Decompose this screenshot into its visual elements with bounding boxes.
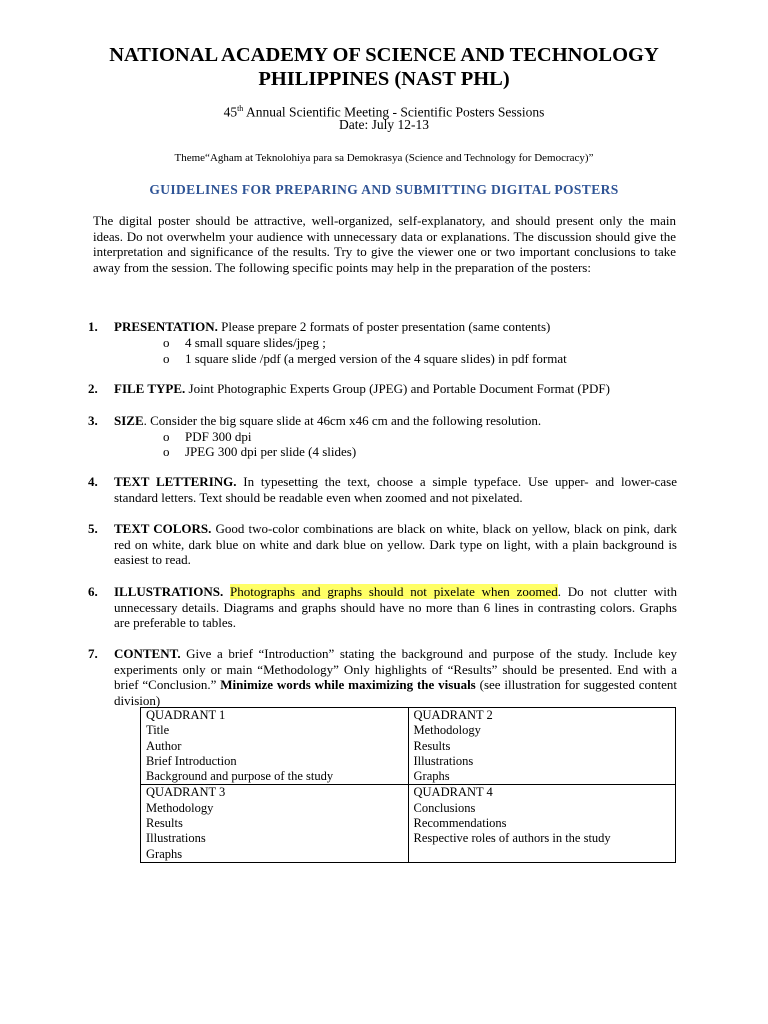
table-row	[141, 708, 676, 785]
guideline-item-1: 1. PRESENTATION. Please prepare 2 formats of poster presentation (same contents)	[88, 319, 551, 334]
meeting-line: 45th Annual Scientific Meeting - Scientific Posters Sessions	[223, 104, 545, 120]
sub-bullet: o 1 square slide /pdf (a merged version of the 4 square slides) in pdf format	[163, 351, 567, 366]
document-title	[60, 43, 708, 91]
sub-bullet: o JPEG 300 dpi per slide (4 slides)	[163, 444, 357, 459]
quadrant-title: QUADRANT 3	[146, 785, 226, 800]
title-line-1: NATIONAL ACADEMY OF SCIENCE AND TECHNOLOGY	[109, 44, 659, 66]
quadrant-cell-1: QUADRANT 1 Title Author Brief Introduction Background and purpose of the study	[141, 708, 409, 785]
meeting-date: Date: July 12-13	[339, 117, 429, 132]
table-row	[141, 785, 676, 862]
guidelines-heading: GUIDELINES FOR PREPARING AND SUBMITTING DIGITAL POSTERS	[149, 182, 619, 197]
highlighted-text: Photographs and graphs should not pixelate when zoomed	[230, 584, 558, 599]
guideline-item-7: 7. CONTENT. Give a brief “Introduction” stating the background and purpose of the study. Include key experiments only or main “Methodology” Only highlights of “Results” should be presented. End with a brief “Conclusion.” Minimize words while maximizing the visuals (see illustration for suggested content division)	[88, 646, 677, 708]
title-line-2: PHILIPPINES (NAST PHL)	[258, 68, 510, 90]
bullet-o-icon: o	[163, 429, 170, 444]
sub-bullet: o PDF 300 dpi	[163, 429, 252, 444]
sub-bullet: o 4 small square slides/jpeg ;	[163, 335, 326, 350]
quadrant-title: QUADRANT 4	[413, 785, 493, 800]
bullet-o-icon: o	[163, 335, 170, 350]
quadrant-cell-4: QUADRANT 4 Conclusions Recommendations Respective roles of authors in the study	[408, 785, 676, 862]
quadrant-table	[140, 707, 676, 863]
bullet-o-icon: o	[163, 444, 170, 459]
guideline-item-5: 5. TEXT COLORS. Good two-color combinations are black on white, black on yellow, black on pink, dark red on white, dark blue on white and dark blue on yellow. Dark type on light, with a plain background is easiest to read.	[88, 521, 677, 568]
quadrant-cell-2: QUADRANT 2 Methodology Results Illustrations Graphs	[408, 708, 676, 785]
theme-line: Theme“Agham at Teknolohiya para sa Demokrasya (Science and Technology for Democracy)”	[174, 152, 594, 164]
intro-paragraph: The digital poster should be attractive, well-organized, self-explanatory, and should present only the main ideas. Do not overwhelm your audience with unnecessary data or explanations. The discussion should give the interpretation and significance of the results. Try to give the viewer one or two important conclusions to take away from the session. The following specific points may help in the preparation of the posters:	[93, 213, 676, 275]
bullet-o-icon: o	[163, 351, 170, 366]
guideline-item-4: 4. TEXT LETTERING. In typesetting the text, choose a simple typeface. Use upper- and lower-case standard letters. Text should be readable even when zoomed and not pixelated.	[88, 474, 678, 505]
quadrant-title: QUADRANT 1	[146, 708, 226, 722]
guideline-item-6: 6. ILLUSTRATIONS. Photographs and graphs should not pixelate when zoomed. Do not clutter with unnecessary details. Diagrams and graphs should have no more than 6 lines in contrasting colors. Graphs are preferable to tables.	[88, 584, 677, 631]
guideline-item-3: 3. SIZE. Consider the big square slide at 46cm x46 cm and the following resolution.	[88, 413, 542, 428]
quadrant-title: QUADRANT 2	[413, 708, 493, 722]
quadrant-cell-3: QUADRANT 3 Methodology Results Illustrations Graphs	[141, 785, 409, 862]
guideline-item-2: 2. FILE TYPE. Joint Photographic Experts Group (JPEG) and Portable Document Format (PDF)	[88, 381, 610, 396]
